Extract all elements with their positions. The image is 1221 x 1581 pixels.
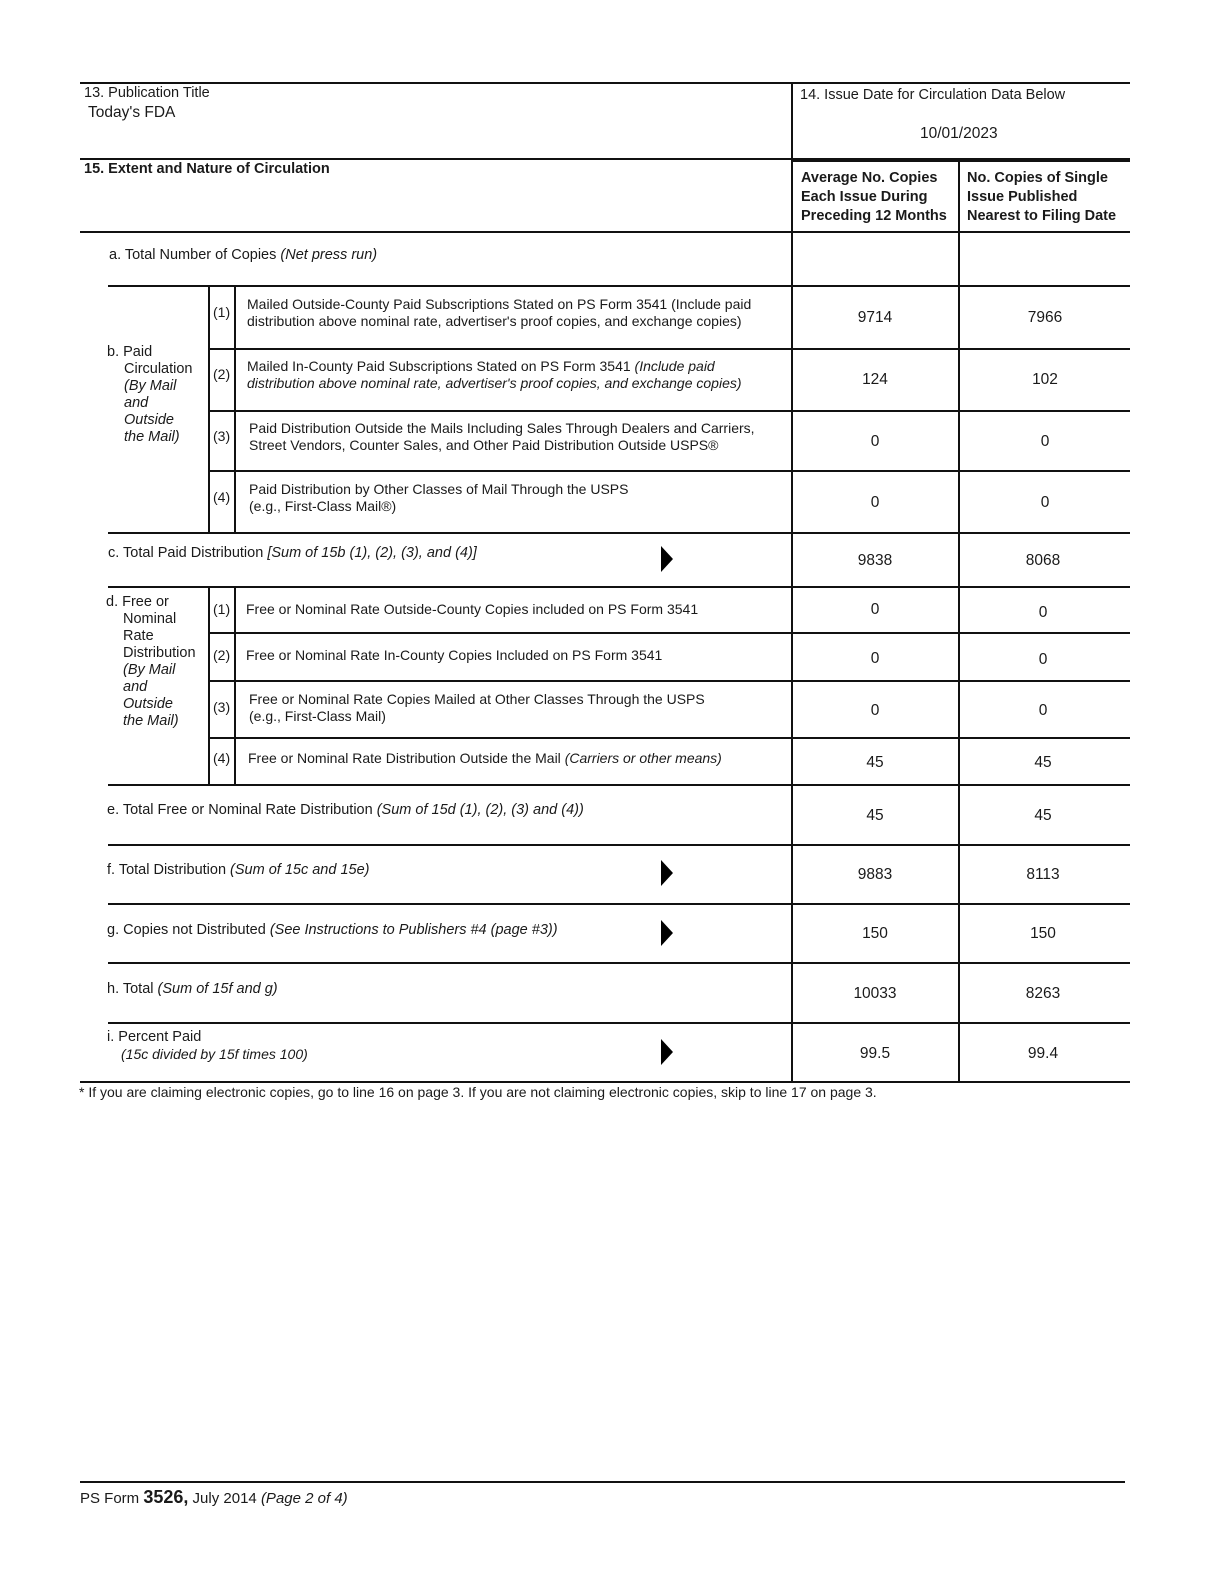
- row-f-label: [107, 862, 370, 879]
- row-d3-num: (3): [213, 699, 231, 715]
- rule-after-h: [108, 1022, 1130, 1024]
- d-num-divider: [234, 586, 236, 785]
- rule-after-c: [108, 586, 1130, 588]
- row-b-group-line: the Mail): [124, 429, 180, 445]
- row-b2-text: [247, 358, 742, 392]
- row-e-label-text: e. Total Free or Nominal Rate Distribution: [107, 802, 377, 818]
- row-d2-avg: 0: [870, 650, 880, 667]
- row-g-note: (See Instructions to Publishers #4 (page #3)): [269, 922, 558, 938]
- row-f-note: (Sum of 15c and 15e): [230, 862, 370, 878]
- row-b-group-label: [107, 344, 193, 446]
- row-h-single: 8263: [1025, 985, 1061, 1002]
- row-d2-text: Free or Nominal Rate In-County Copies Included on PS Form 3541: [246, 647, 663, 663]
- row-b4-line: Paid Distribution by Other Classes of Mail Through the USPS: [249, 481, 629, 497]
- row-b2-num: (2): [213, 366, 231, 382]
- row-d1-avg: 0: [870, 601, 880, 618]
- rule-header-top: [793, 160, 1130, 162]
- row-c-single: 8068: [1025, 552, 1061, 569]
- row-b4-text: [249, 481, 628, 515]
- row-b2-line: Mailed In-County Paid Subscriptions Stated on PS Form 3541: [247, 358, 635, 374]
- rule-after-header: [80, 231, 1130, 233]
- row-b1-text: [247, 296, 751, 330]
- row-d3-text: [249, 691, 705, 725]
- rule-after-f: [108, 903, 1130, 905]
- arrow-right-icon: [661, 1039, 673, 1065]
- col-avg-header-line: Each Issue During: [801, 189, 928, 205]
- row-d4-text: [248, 750, 722, 767]
- row-c-label-text: c. Total Paid Distribution: [108, 545, 268, 561]
- rule-after-b3: [209, 470, 1130, 472]
- rule-after-b4: [108, 532, 1130, 534]
- col-single-header: [967, 169, 1116, 226]
- row-c-note: [Sum of 15b (1), (2), (3), and (4)]: [267, 545, 477, 561]
- row-b3-text: [249, 420, 755, 454]
- row-b4-line: (e.g., First-Class Mail®): [249, 498, 397, 514]
- row-d2-single: 0: [1038, 651, 1048, 668]
- row-g-label-text: g. Copies not Distributed: [107, 922, 270, 938]
- row-a-label: [109, 247, 377, 264]
- arrow-right-icon: [661, 920, 673, 946]
- row-g-avg: 150: [862, 925, 888, 942]
- row-d4-text-main: Free or Nominal Rate Distribution Outside the Mail: [248, 750, 565, 766]
- row-d1-text: Free or Nominal Rate Outside-County Copies included on PS Form 3541: [246, 601, 699, 617]
- row-h-note: (Sum of 15f and g): [157, 981, 278, 997]
- row-a-label-text: a. Total Number of Copies: [109, 247, 281, 263]
- form-footer: [80, 1487, 348, 1509]
- footer-prefix: PS Form: [80, 1490, 144, 1507]
- arrow-right-icon: [661, 546, 673, 572]
- row-i-label: [107, 1029, 308, 1063]
- rule-after-i: [80, 1081, 1130, 1083]
- rule-after-d4: [108, 784, 1130, 786]
- rule-after-d2: [209, 680, 1130, 682]
- row-d-group-line: Distribution: [123, 645, 196, 661]
- row-d-group-line: the Mail): [123, 713, 179, 729]
- row-b3-line: Street Vendors, Counter Sales, and Other Paid Distribution Outside USPS®: [249, 437, 719, 453]
- row-b-group-line: Circulation: [124, 361, 193, 377]
- row-g-single: 150: [1030, 925, 1056, 942]
- row-d-group-line: d. Free or: [106, 594, 169, 610]
- col-single-header-line: No. Copies of Single: [967, 170, 1108, 186]
- row-d3-line: Free or Nominal Rate Copies Mailed at Other Classes Through the USPS: [249, 691, 705, 707]
- rule-after-b2: [209, 410, 1130, 412]
- col-avg-header-line: Average No. Copies: [801, 170, 938, 186]
- row-d4-num: (4): [213, 750, 231, 766]
- top-rule: [80, 82, 1130, 84]
- rule-after-d1: [209, 632, 1130, 634]
- row-b1-line: Mailed Outside-County Paid Subscriptions Stated on PS Form 3541 (Include paid: [247, 296, 752, 312]
- row-b1-single: 7966: [1027, 309, 1063, 326]
- rule-after-b1: [209, 348, 1130, 350]
- row-d-group-line: Outside: [123, 696, 173, 712]
- pub-title-value: Today's FDA: [88, 104, 176, 121]
- col-avg-header: [801, 169, 947, 226]
- row-d-group-line: Rate: [123, 628, 154, 644]
- footer-form-number: 3526,: [143, 1487, 189, 1507]
- row-h-avg: 10033: [853, 985, 897, 1002]
- row-i-avg: 99.5: [859, 1045, 891, 1062]
- row-d4-avg: 45: [866, 754, 884, 771]
- issue-date-value: 10/01/2023: [920, 125, 998, 142]
- row-b1-num: (1): [213, 304, 231, 320]
- row-d4-note: (Carriers or other means): [564, 750, 722, 766]
- row-h-label-text: h. Total: [107, 981, 158, 997]
- row-b2-line: distribution above nominal rate, advertiser's proof copies, and exchange copies): [247, 375, 742, 391]
- col-divider-right: [958, 160, 960, 1082]
- row-b3-line: Paid Distribution Outside the Mails Including Sales Through Dealers and Carriers,: [249, 420, 755, 436]
- pub-title-label: 13. Publication Title: [84, 85, 210, 101]
- row-b4-single: 0: [1040, 494, 1050, 511]
- footer-page: (Page 2 of 4): [260, 1490, 348, 1507]
- row-a-note: (Net press run): [280, 247, 378, 263]
- row-b2-note: (Include paid: [634, 358, 715, 374]
- row-d3-single: 0: [1038, 702, 1048, 719]
- row-b-group-line: b. Paid: [107, 344, 153, 360]
- footnote: * If you are claiming electronic copies, go to line 16 on page 3. If you are not claiming electronic copies, skip to line 17 on page 3.: [79, 1084, 877, 1100]
- row-i-single: 99.4: [1027, 1045, 1059, 1062]
- row-d-group-label: [106, 594, 196, 730]
- row-d1-num: (1): [213, 601, 231, 617]
- row-e-avg: 45: [866, 807, 884, 824]
- d-group-divider: [208, 586, 210, 785]
- row-d-group-line: and: [123, 679, 148, 695]
- row-b-group-line: (By Mail: [124, 378, 177, 394]
- row-b2-single: 102: [1032, 371, 1058, 388]
- row-e-single: 45: [1034, 807, 1052, 824]
- row-f-single: 8113: [1026, 866, 1060, 883]
- row-b1-line: distribution above nominal rate, advertiser's proof copies, and exchange copies): [247, 313, 742, 329]
- row-d1-single: 0: [1038, 604, 1048, 621]
- b-group-divider: [208, 285, 210, 533]
- col-avg-header-line: Preceding 12 Months: [801, 208, 947, 224]
- row-e-note: (Sum of 15d (1), (2), (3) and (4)): [376, 802, 584, 818]
- rule-after-d3: [209, 737, 1130, 739]
- b-num-divider: [234, 285, 236, 533]
- row-b1-avg: 9714: [857, 309, 893, 326]
- row-e-label: [107, 802, 584, 819]
- rule-after-e: [108, 844, 1130, 846]
- row-b4-num: (4): [213, 489, 231, 505]
- rule-after-a: [108, 285, 1130, 287]
- section15-label: 15. Extent and Nature of Circulation: [84, 161, 330, 177]
- row-d4-single: 45: [1034, 754, 1052, 771]
- col-single-header-line: Issue Published: [967, 189, 1078, 205]
- row-b2-avg: 124: [862, 371, 888, 388]
- row-d-group-line: (By Mail: [123, 662, 176, 678]
- row-f-label-text: f. Total Distribution: [107, 862, 231, 878]
- arrow-right-icon: [661, 860, 673, 886]
- footer-date: July 2014: [188, 1490, 261, 1507]
- row-h-label: [107, 981, 278, 998]
- row-b4-avg: 0: [870, 494, 880, 511]
- row-f-avg: 9883: [857, 866, 893, 883]
- row-d-group-line: Nominal: [123, 611, 177, 627]
- row-b-group-line: and: [124, 395, 149, 411]
- row-g-label: [107, 922, 558, 939]
- row-i-label-text: i. Percent Paid: [107, 1029, 202, 1045]
- col-divider-left: [791, 82, 793, 1082]
- col-single-header-line: Nearest to Filing Date: [967, 208, 1117, 224]
- row-i-note: (15c divided by 15f times 100): [121, 1046, 308, 1062]
- row-c-avg: 9838: [857, 552, 893, 569]
- row-d3-line: (e.g., First-Class Mail): [249, 708, 386, 724]
- row-b-group-line: Outside: [124, 412, 174, 428]
- rule-after-g: [108, 962, 1130, 964]
- row-c-label: [108, 545, 477, 562]
- row-b3-single: 0: [1040, 433, 1050, 450]
- row-b3-num: (3): [213, 428, 231, 444]
- row-b3-avg: 0: [870, 433, 880, 450]
- row-d2-num: (2): [213, 647, 231, 663]
- row-d3-avg: 0: [870, 702, 880, 719]
- issue-date-label: 14. Issue Date for Circulation Data Below: [800, 87, 1066, 103]
- footer-rule: [80, 1481, 1125, 1483]
